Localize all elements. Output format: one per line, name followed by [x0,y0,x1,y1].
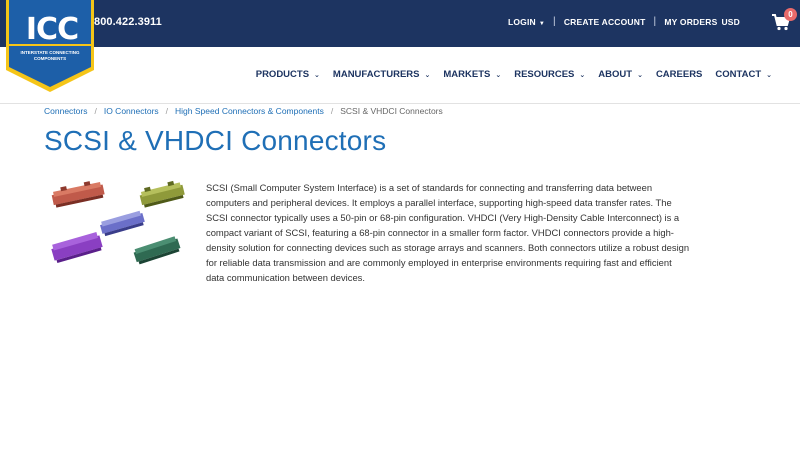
nav-about[interactable] [598,69,643,80]
chevron-down-icon: ⌄ [766,71,772,79]
divider: | [653,16,657,27]
logo-text: ICC [25,12,79,47]
breadcrumb-current: SCSI & VHDCI Connectors [340,106,443,116]
caret-down-icon: ▼ [538,20,546,27]
chevron-down-icon: ⌄ [579,71,586,79]
top-bar [0,0,800,47]
top-links [508,16,770,27]
connector-red [50,180,105,208]
breadcrumb-separator: / [330,106,334,116]
login-link[interactable] [508,17,545,27]
nav-resources[interactable] [514,69,585,80]
create-account-link[interactable]: CREATE ACCOUNT [563,16,646,27]
nav-label: MARKETS [443,69,491,80]
connector-green [133,236,182,265]
main-navbar [0,47,800,104]
connector-blue [99,210,145,237]
nav-products[interactable] [256,69,320,80]
nav-contact[interactable] [715,69,772,80]
logo-subtitle: INTERSTATE CONNECTING COMPONENTS [20,50,80,61]
nav-careers[interactable] [656,69,702,80]
chevron-down-icon: ⌄ [495,71,502,79]
icc-logo[interactable] [6,0,94,92]
nav-label: ABOUT [598,69,633,80]
breadcrumb-separator: / [94,106,97,116]
currency-selector[interactable]: USD [721,16,740,27]
nav-manufacturers[interactable] [333,69,430,80]
breadcrumb-connectors[interactable]: Connectors [44,106,88,116]
nav-label: MANUFACTURERS [332,69,420,80]
login-label: LOGIN [507,16,536,27]
page-title: SCSI & VHDCI Connectors [44,125,387,156]
chevron-down-icon: ⌄ [637,71,643,79]
connector-purple [50,231,103,263]
page-description: SCSI (Small Computer System Interface) is a set of standards for connecting and transferring data between computers and peripheral devices. It employs a parallel interface, supporting high-speed data transfer rates. The SCSI connector typically uses a 50-pin or 68-pin configuration. VHDCI (Very High-Density Cable Interconnect) is a compact variant of SCSI, featuring a 68-pin connector in a smaller form factor. VHDCI connectors provide a high-density solution for connecting devices such as storage arrays and scanners. Both connectors utilize a robust design for reliable data transmission and are commonly employed in enterprise environments requiring fast and efficient data communication between devices. [206,182,690,283]
nav-label: PRODUCTS [255,69,310,80]
nav-markets[interactable] [443,69,501,80]
breadcrumb-high-speed[interactable]: High Speed Connectors & Components [175,106,324,116]
my-orders-link[interactable]: MY ORDERS [664,16,718,27]
nav-label: RESOURCES [514,69,575,80]
connector-olive [138,180,185,208]
divider: | [553,16,556,27]
product-image [48,180,188,275]
main-nav [243,69,772,80]
nav-label: CAREERS [655,69,703,80]
chevron-down-icon: ⌄ [314,71,320,79]
cart-count-badge: 0 [784,8,797,21]
chevron-down-icon: ⌄ [424,71,431,79]
breadcrumb [44,106,443,116]
nav-label: CONTACT [715,69,762,80]
phone-number[interactable]: 800.422.3911 [94,16,162,28]
breadcrumb-separator: / [165,106,169,116]
breadcrumb-io-connectors[interactable]: IO Connectors [103,106,159,116]
